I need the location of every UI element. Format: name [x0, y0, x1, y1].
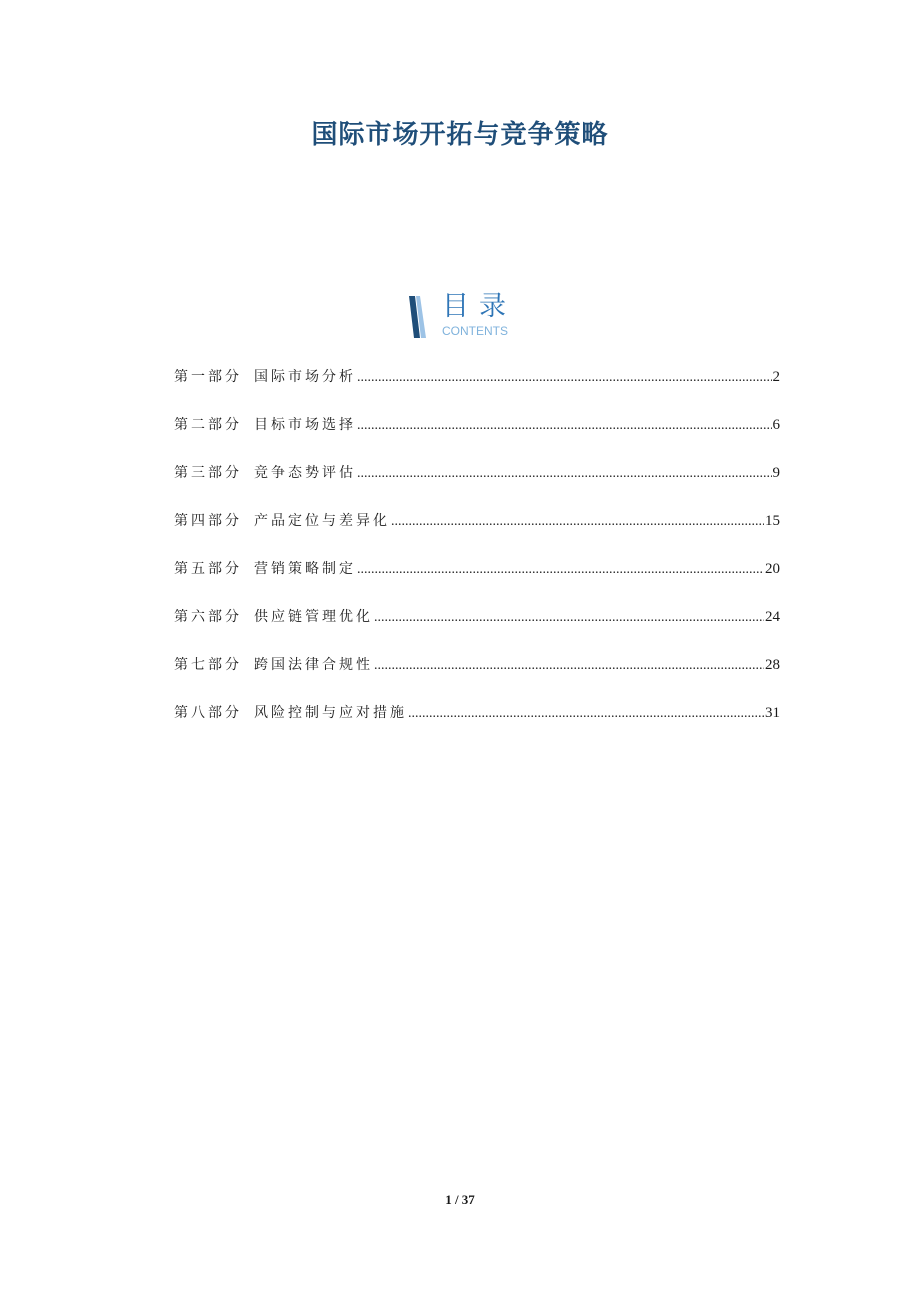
- toc-entry-part: 第四部分: [174, 513, 242, 529]
- toc-entry[interactable]: [174, 650, 780, 698]
- toc-entry[interactable]: [174, 554, 780, 602]
- toc-entry-part: 第三部分: [174, 465, 242, 481]
- toc-dot-leader: [357, 555, 764, 585]
- toc-dot-leader: [357, 411, 772, 441]
- toc-entry-title: 营销策略制定: [254, 561, 356, 577]
- toc-entry-page: 9: [772, 465, 780, 481]
- toc-entry[interactable]: [174, 410, 780, 458]
- toc-entry-part: 第六部分: [174, 609, 242, 625]
- toc-entry-title: 产品定位与差异化: [254, 513, 390, 529]
- toc-entry[interactable]: [174, 698, 780, 746]
- toc-entry-part: 第八部分: [174, 705, 242, 721]
- toc-entry[interactable]: [174, 362, 780, 410]
- document-title: 国际市场开拓与竞争策略: [311, 120, 609, 150]
- toc-entry-page: 20: [765, 561, 780, 577]
- toc-entry-page: 31: [765, 705, 780, 721]
- toc-heading: 目录: [442, 291, 516, 322]
- contents-emblem-icon: [406, 296, 432, 338]
- toc-dot-leader: [374, 651, 764, 681]
- toc-entry-title: 目标市场选择: [254, 417, 356, 433]
- toc-entry-title: 国际市场分析: [254, 369, 356, 385]
- toc-entry-title: 跨国法律合规性: [254, 657, 373, 673]
- toc-entry-part: 第二部分: [174, 417, 242, 433]
- page-number: 1 / 37: [445, 1192, 475, 1207]
- toc-dot-leader: [357, 459, 772, 489]
- toc-dot-leader: [391, 507, 764, 537]
- toc-dot-leader: [408, 699, 764, 729]
- toc-entry-part: 第七部分: [174, 657, 242, 673]
- toc-entry-page: 15: [765, 513, 780, 529]
- toc-entry[interactable]: [174, 602, 780, 650]
- toc-entry-page: 28: [765, 657, 780, 673]
- toc-dot-leader: [357, 363, 772, 393]
- toc-entry[interactable]: [174, 458, 780, 506]
- toc-entry-page: 2: [772, 369, 780, 385]
- toc-subheading: CONTENTS: [442, 324, 508, 338]
- toc-entry-title: 竞争态势评估: [254, 465, 356, 481]
- toc-entry[interactable]: [174, 506, 780, 554]
- toc-dot-leader: [374, 603, 764, 633]
- toc-entry-part: 第五部分: [174, 561, 242, 577]
- toc-entry-page: 24: [765, 609, 780, 625]
- toc-list: [174, 362, 780, 746]
- toc-entry-title: 供应链管理优化: [254, 609, 373, 625]
- toc-entry-page: 6: [772, 417, 780, 433]
- toc-header: [406, 291, 526, 340]
- toc-entry-title: 风险控制与应对措施: [254, 705, 407, 721]
- toc-entry-part: 第一部分: [174, 369, 242, 385]
